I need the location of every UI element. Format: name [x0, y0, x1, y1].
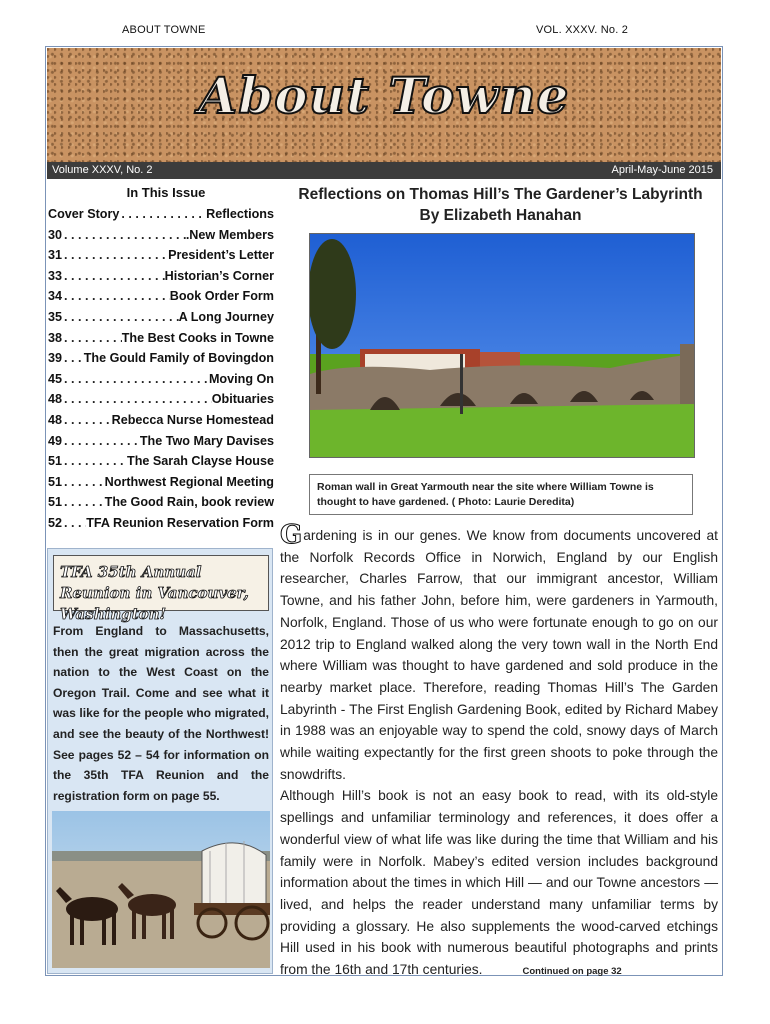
toc-item[interactable]: 45 . . . Moving On — [48, 369, 274, 390]
toc-item[interactable]: 33 . . . Historian’s Corner — [48, 266, 274, 287]
toc-item[interactable]: 35 . . . A Long Journey — [48, 307, 274, 328]
toc-item[interactable]: 51 . . . The Sarah Clayse House — [48, 451, 274, 472]
toc-item[interactable]: 34 . . . Book Order Form — [48, 286, 274, 307]
toc-item[interactable]: 48 . . . Obituaries — [48, 389, 274, 410]
article-byline: By Elizabeth Hanahan — [419, 207, 582, 224]
reunion-text: From England to Massachusetts, then the great migration across the nation to the West Coast on the Oregon Trail. Come and see what it was like for the people who migrated, and see the beauty of the Northwest! See pages 52 – 54 for information on the 35th TFA Reunion and the registration form on page 55. — [53, 624, 269, 803]
toc-heading: In This Issue — [126, 185, 206, 200]
toc-item[interactable]: Cover Story . . . Reflections — [48, 204, 274, 225]
continued-note: Continued on page 32 — [522, 966, 622, 978]
toc-item[interactable]: 30 . . . .New Members — [48, 225, 274, 246]
toc-item[interactable]: 51 . . . Northwest Regional Meeting — [48, 472, 274, 493]
table-of-contents — [48, 185, 274, 534]
toc-item[interactable]: 31 . . . President’s Letter — [48, 245, 274, 266]
masthead-banner — [47, 48, 721, 163]
toc-item[interactable]: 49 . . . The Two Mary Davises — [48, 431, 274, 452]
volume-bar — [47, 162, 721, 179]
covered-wagon-photo — [52, 811, 270, 968]
reunion-sidebar — [47, 548, 273, 974]
toc-item[interactable]: 48 . . . Rebecca Nurse Homestead — [48, 410, 274, 431]
article-paragraph: Gardening is in our genes. We know from documents uncovered at the Norfolk Records Office in Norwich, England by our English researcher, Charles Farrow, that our immigrant ancestor, William Towne, and his father John, before him, were gardeners in Yarmouth, Norfolk, England. Those of us who were fortunate enough to go on our 2012 trip to England walked along the very town wall in the North End where William was thought to have gardened and sold produce in the nearby market place. Therefore, reading Thomas Hill’s The Garden Labyrinth - The First English Gardening Book, edited by Richard Mabey in 1988 was an enjoyable way to spend the cold, snowy days of March while waiting expectantly for the first green shoots to poke through the snowdrifts. — [280, 520, 718, 782]
volume-label: Volume XXXV, No. 2 — [52, 164, 153, 176]
photo-caption: Roman wall in Great Yarmouth near the site where William Towne is thought to have gardened. ( Photo: Laurie Deredita) — [309, 474, 693, 515]
drop-cap: G — [280, 520, 303, 550]
article-body — [280, 520, 718, 983]
toc-item[interactable]: 38 . . . The Best Cooks in Towne — [48, 328, 274, 349]
article-title-line: Reflections on Thomas Hill’s The Gardener’s Labyrinth — [298, 186, 703, 203]
toc-item[interactable]: 51 . . . The Good Rain, book review — [48, 492, 274, 513]
masthead-title: About Towne — [198, 66, 570, 125]
running-header-left: ABOUT TOWNE — [122, 24, 206, 36]
toc-item[interactable]: 39 . . . The Gould Family of Bovingdon — [48, 348, 274, 369]
running-header-right: VOL. XXXV. No. 2 — [536, 24, 629, 36]
toc-item[interactable]: 52 . . . TFA Reunion Reservation Form — [48, 513, 274, 534]
roman-wall-photo — [309, 233, 695, 458]
reunion-heading: TFA 35th Annual Reunion in Vancouver, Washington! — [53, 555, 269, 611]
article-title — [283, 184, 718, 226]
issue-date: April-May-June 2015 — [611, 164, 713, 176]
article-paragraph: Although Hill’s book is not an easy book to read, with its old-style spellings and unfamiliar terminology and references, it does offer a wonderful view of what life was like during the time that William and his family were in Norfolk. Mabey’s edited version includes background information about the times in which Hill — and our Towne ancestors — lived, and helps the reader understand many unfamiliar terms by providing a glossary. He also supplements the wood-carved etchings Hill used in his book with numerous beautiful photographs and prints from the 16th and 17th centuries. Continued on page 32 — [280, 788, 718, 978]
